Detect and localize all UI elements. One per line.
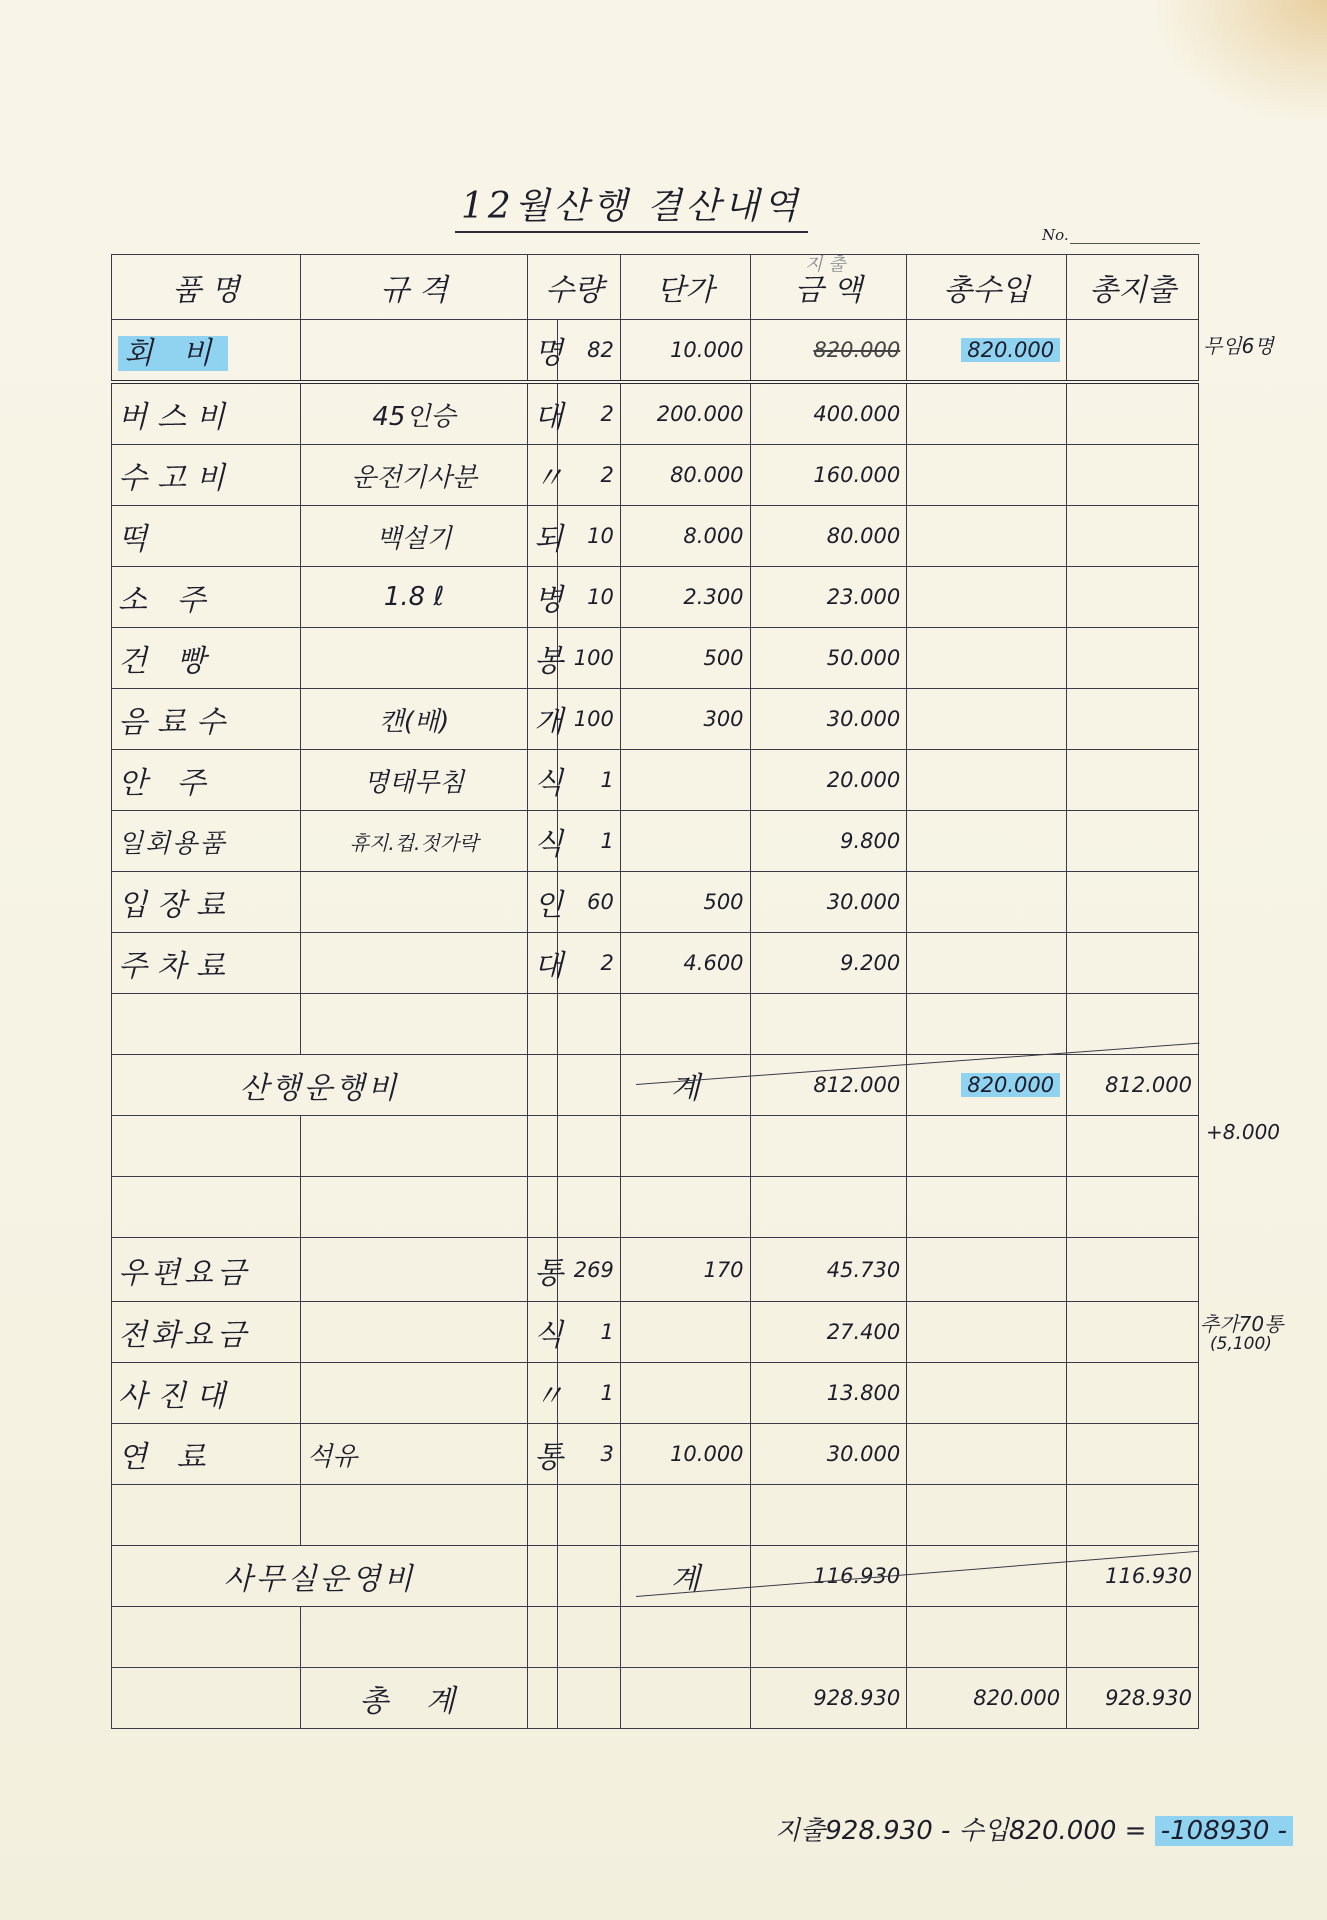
subtotal-label: 산행운행비 [112, 1055, 528, 1116]
row-unit: 식 [527, 1302, 557, 1363]
row-item: 사진대 [112, 1363, 301, 1424]
row-item: 음료수 [112, 689, 301, 750]
table-row [112, 1302, 1199, 1363]
row-unit: 〃 [527, 445, 557, 506]
row-unit: 통 [527, 1424, 557, 1485]
page-title: 12월산행 결산내역 [455, 178, 808, 233]
row-spec: 운전기사분 [301, 445, 528, 506]
row-unit: 〃 [527, 1363, 557, 1424]
row-spec [301, 628, 528, 689]
row-item: 일회용품 [112, 811, 301, 872]
fee-row [112, 320, 1199, 383]
table-row [112, 1238, 1199, 1302]
subtotal-row-office [112, 1546, 1199, 1607]
blank-row [112, 1607, 1199, 1668]
subtotal-income: 820.000 [961, 1073, 1060, 1097]
grand-total-expense: 928.930 [1067, 1668, 1199, 1729]
row-unit-price [620, 1363, 750, 1424]
paper-stain [1157, 0, 1327, 120]
row-item: 안 주 [112, 750, 301, 811]
row-unit-price: 2.300 [620, 567, 750, 628]
subtotal-expense: 116.930 [1067, 1546, 1199, 1607]
row-unit: 봉 [527, 628, 557, 689]
row-item: 우편요금 [112, 1238, 301, 1302]
fee-item: 회 비 [118, 336, 228, 371]
row-unit-price [620, 811, 750, 872]
ledger-table [111, 254, 1199, 1729]
margin-note-travel: +8.000 [1206, 1120, 1281, 1144]
row-amount: 30.000 [750, 689, 907, 750]
row-spec [301, 872, 528, 933]
row-spec: 1.8 ℓ [301, 567, 528, 628]
row-amount: 27.400 [750, 1302, 907, 1363]
row-qty: 2 [558, 445, 621, 506]
subtotal-sum-label: 계 [620, 1055, 750, 1116]
row-unit: 식 [527, 750, 557, 811]
row-spec: 45인승 [301, 382, 528, 445]
table-row [112, 811, 1199, 872]
row-unit-price [620, 1302, 750, 1363]
row-amount: 23.000 [750, 567, 907, 628]
margin-note-postage-cost: (5,100) [1210, 1334, 1272, 1354]
blank-row [112, 1177, 1199, 1238]
row-unit: 식 [527, 811, 557, 872]
row-unit: 통 [527, 1238, 557, 1302]
header-qty: 수량 [527, 255, 620, 320]
row-spec: 명태무침 [301, 750, 528, 811]
header-item: 품 명 [112, 255, 301, 320]
row-qty: 3 [558, 1424, 621, 1485]
row-unit-price [620, 750, 750, 811]
no-line [1070, 243, 1200, 244]
grand-total-income: 820.000 [907, 1668, 1067, 1729]
table-row [112, 567, 1199, 628]
row-amount: 50.000 [750, 628, 907, 689]
subtotal-label: 사무실운영비 [112, 1546, 528, 1607]
row-amount: 30.000 [750, 1424, 907, 1485]
table-row [112, 750, 1199, 811]
footer-result: -108930 - [1155, 1816, 1293, 1846]
subtotal-amount: 116.930 [750, 1546, 907, 1607]
header-unit-price: 단가 [620, 255, 750, 320]
row-item: 입장료 [112, 872, 301, 933]
subtotal-expense: 812.000 [1067, 1055, 1199, 1116]
header-amount: 금 액 [750, 255, 907, 320]
row-qty: 10 [558, 506, 621, 567]
row-unit-price: 200.000 [620, 382, 750, 445]
row-qty: 269 [558, 1238, 621, 1302]
row-amount: 13.800 [750, 1363, 907, 1424]
row-amount: 9.200 [750, 933, 907, 994]
subtotal-row-travel [112, 1055, 1199, 1116]
row-unit-price: 80.000 [620, 445, 750, 506]
row-unit: 개 [527, 689, 557, 750]
table-row [112, 445, 1199, 506]
subtotal-sum-label: 계 [620, 1546, 750, 1607]
row-spec [301, 1363, 528, 1424]
row-qty: 2 [558, 933, 621, 994]
margin-note-fee: 무임6명 [1203, 334, 1274, 358]
pencil-note: 지 출 [805, 254, 846, 275]
table-row [112, 1363, 1199, 1424]
row-unit: 인 [527, 872, 557, 933]
row-unit: 되 [527, 506, 557, 567]
row-amount: 9.800 [750, 811, 907, 872]
grand-total-row [112, 1668, 1199, 1729]
row-qty: 1 [558, 750, 621, 811]
row-qty: 1 [558, 811, 621, 872]
row-item: 소 주 [112, 567, 301, 628]
header-total-income: 총수입 [907, 255, 1067, 320]
row-unit-price: 300 [620, 689, 750, 750]
header-row [112, 255, 1199, 320]
row-qty: 60 [558, 872, 621, 933]
blank-row [112, 1116, 1199, 1177]
row-qty: 10 [558, 567, 621, 628]
table-row [112, 872, 1199, 933]
row-amount: 80.000 [750, 506, 907, 567]
fee-amount-struck: 820.000 [813, 338, 901, 362]
row-qty: 1 [558, 1302, 621, 1363]
row-unit: 병 [527, 567, 557, 628]
row-qty: 1 [558, 1363, 621, 1424]
table-row [112, 933, 1199, 994]
row-unit-price: 10.000 [620, 1424, 750, 1485]
grand-total-label: 총 계 [301, 1668, 528, 1729]
row-spec: 석유 [301, 1424, 528, 1485]
row-item: 연 료 [112, 1424, 301, 1485]
row-amount: 400.000 [750, 382, 907, 445]
row-spec [301, 933, 528, 994]
row-item: 전화요금 [112, 1302, 301, 1363]
table-row [112, 382, 1199, 445]
footer-calculation [775, 1810, 1293, 1847]
blank-row [112, 1485, 1199, 1546]
row-unit: 대 [527, 933, 557, 994]
row-item: 버스비 [112, 382, 301, 445]
fee-qty: 82 [558, 320, 621, 383]
grand-total-amount: 928.930 [750, 1668, 907, 1729]
row-spec: 캔(배) [301, 689, 528, 750]
table-row [112, 1424, 1199, 1485]
row-spec: 휴지.컵.젓가락 [301, 811, 528, 872]
table-row [112, 506, 1199, 567]
subtotal-amount: 812.000 [750, 1055, 907, 1116]
row-spec [301, 1302, 528, 1363]
fee-income: 820.000 [961, 338, 1060, 362]
margin-note-postage: 추가70통 [1200, 1312, 1284, 1336]
row-amount: 45.730 [750, 1238, 907, 1302]
row-amount: 20.000 [750, 750, 907, 811]
table-row [112, 628, 1199, 689]
row-unit-price: 170 [620, 1238, 750, 1302]
row-amount: 160.000 [750, 445, 907, 506]
row-item: 건 빵 [112, 628, 301, 689]
row-unit-price: 4.600 [620, 933, 750, 994]
row-qty: 100 [558, 628, 621, 689]
row-unit-price: 500 [620, 872, 750, 933]
row-item: 수고비 [112, 445, 301, 506]
row-spec: 백설기 [301, 506, 528, 567]
fee-unit-price: 10.000 [620, 320, 750, 383]
row-item: 떡 [112, 506, 301, 567]
row-unit: 대 [527, 382, 557, 445]
row-unit-price: 8.000 [620, 506, 750, 567]
header-total-expense: 총지출 [1067, 255, 1199, 320]
row-spec [301, 1238, 528, 1302]
row-unit-price: 500 [620, 628, 750, 689]
footer-text: 지출928.930 - 수입820.000 = [775, 1816, 1155, 1846]
row-qty: 2 [558, 382, 621, 445]
no-label: No. [1042, 226, 1069, 244]
header-spec: 규 격 [301, 255, 528, 320]
row-item: 주차료 [112, 933, 301, 994]
row-amount: 30.000 [750, 872, 907, 933]
blank-row [112, 994, 1199, 1055]
table-row [112, 689, 1199, 750]
fee-unit: 명 [527, 320, 557, 383]
row-qty: 100 [558, 689, 621, 750]
